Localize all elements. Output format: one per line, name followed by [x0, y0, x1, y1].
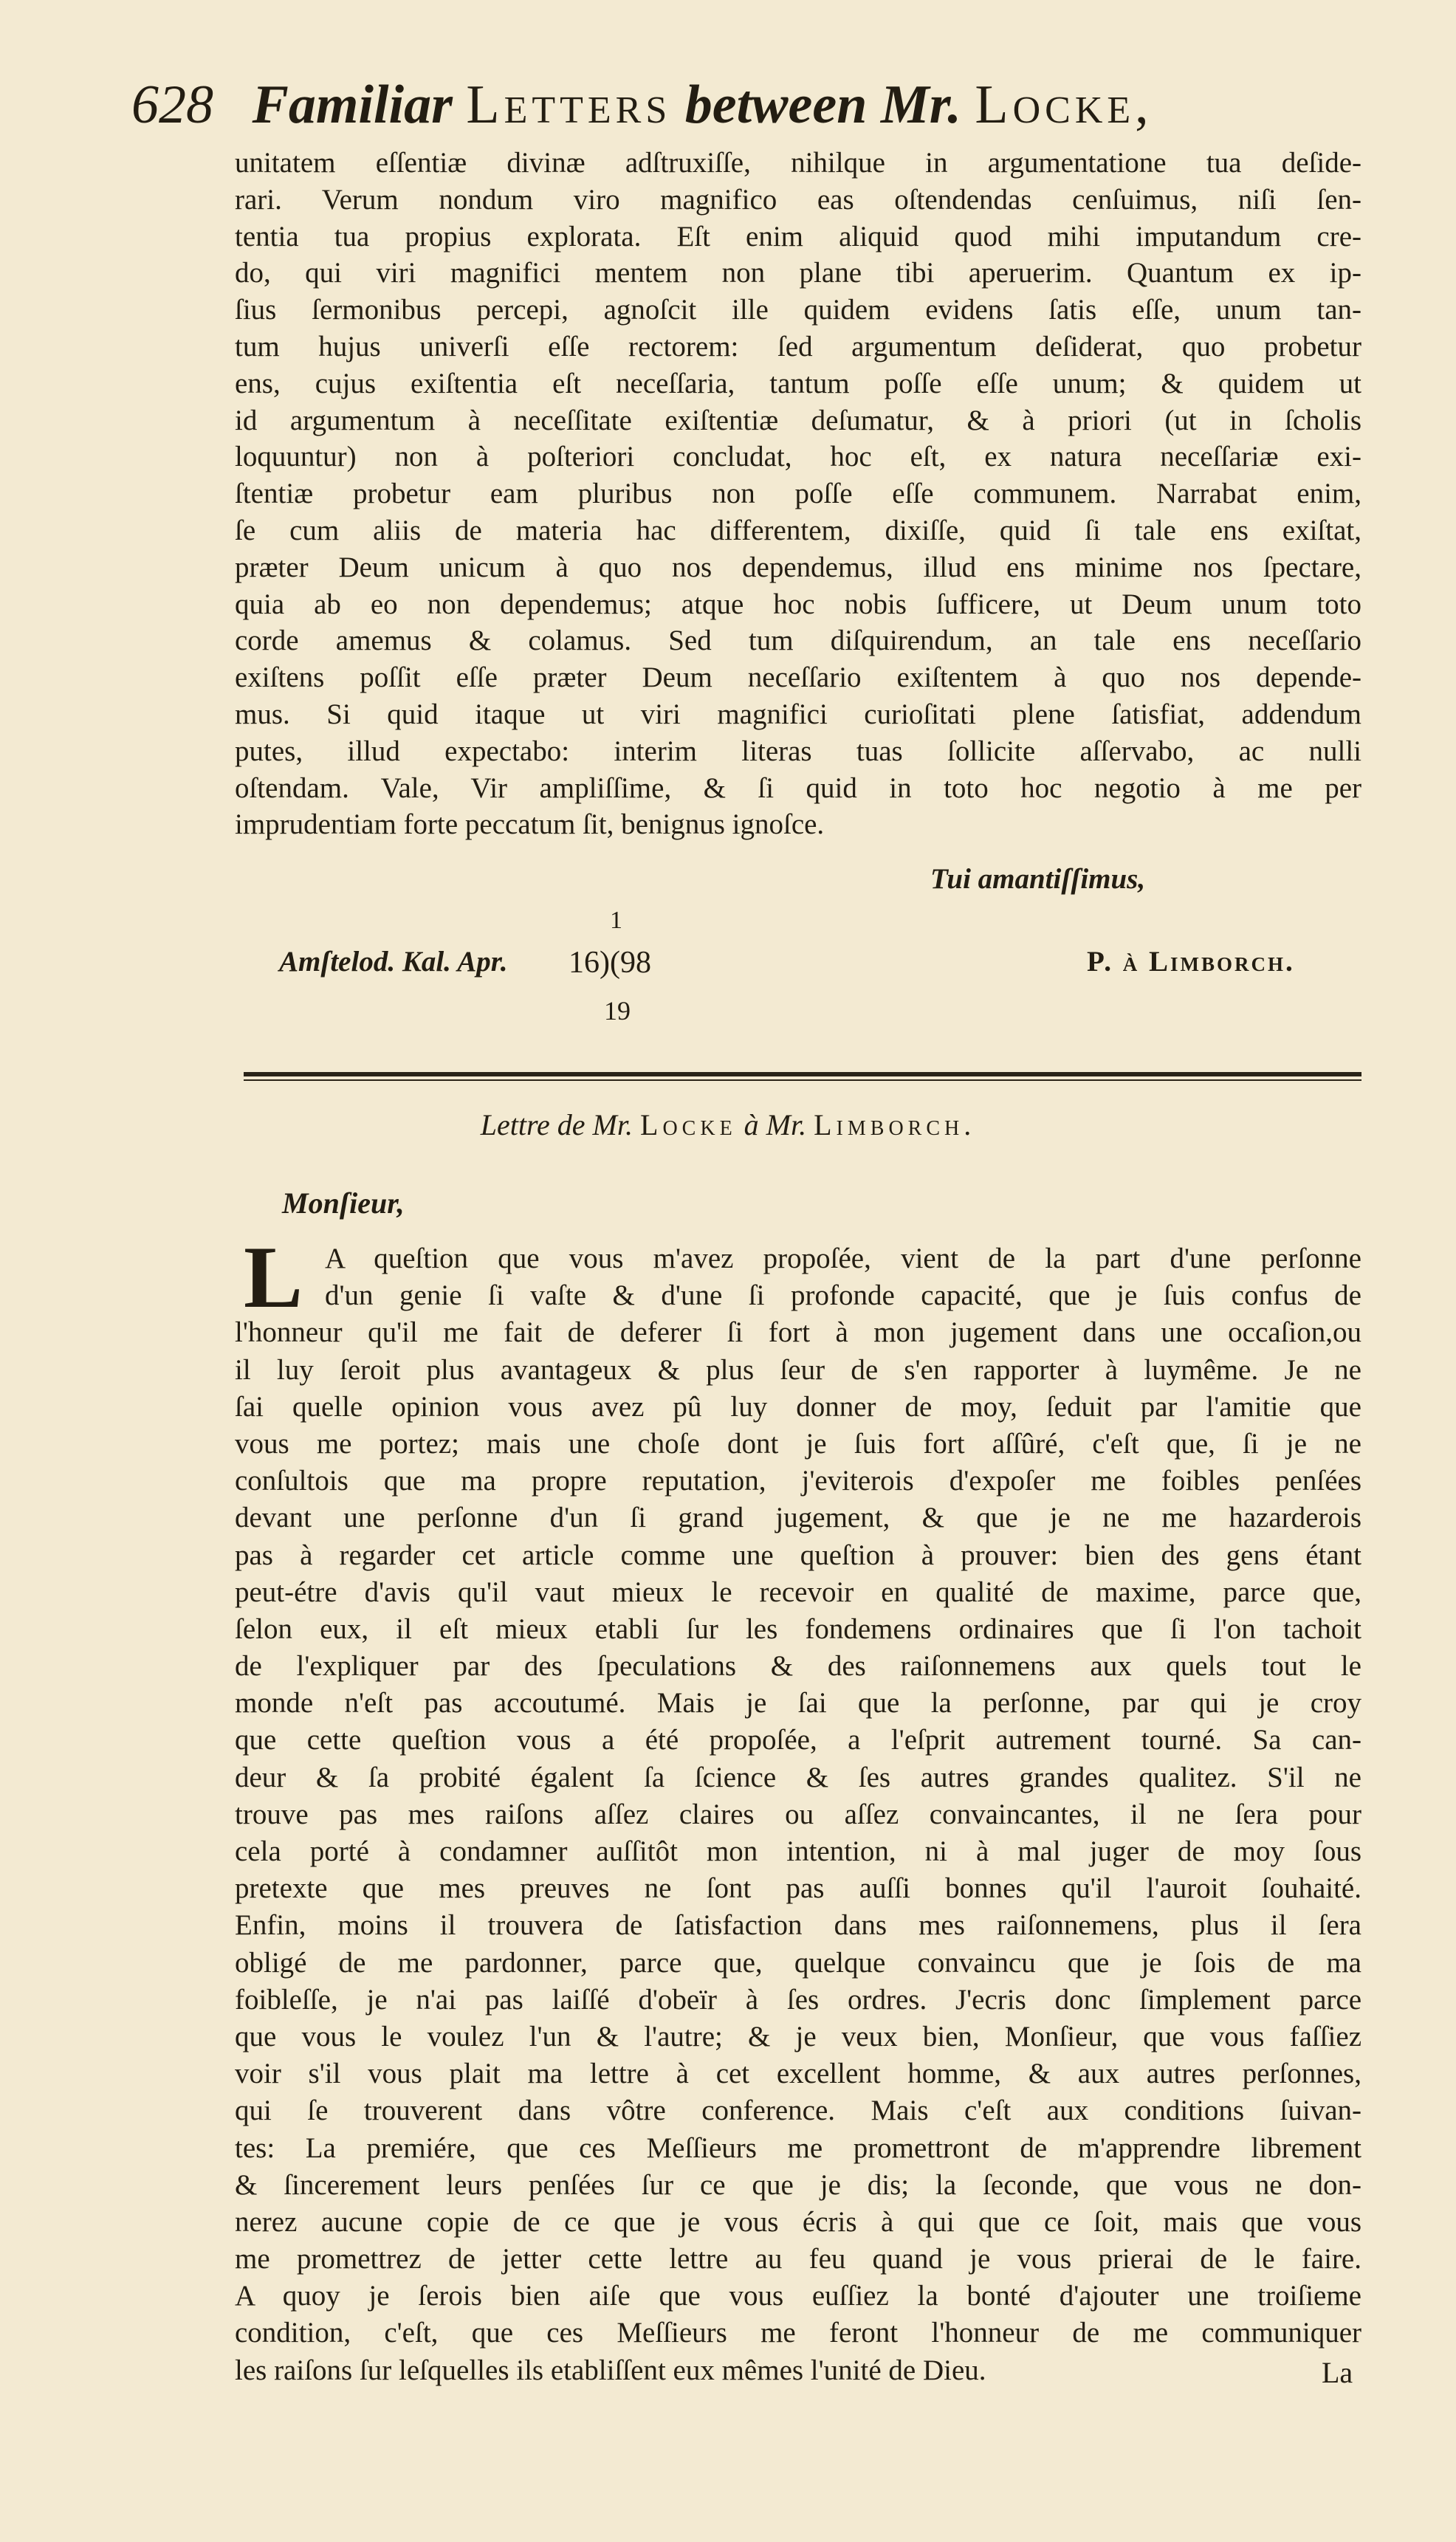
text-line: corde amemus & colamus. Sed tum diſquirendum, an tale ens neceſſario — [235, 625, 1361, 657]
text-line: nerez aucune copie de ce que je vous écris à qui que ce ſoit, mais que vous — [235, 2205, 1361, 2238]
text-line: præter Deum unicum à quo nos dependemus, illud ens minime nos ſpectare, — [235, 551, 1361, 583]
text-line: ſelon eux, il eſt mieux etabli ſur les fondemens ordinaires que ſi l'on tachoit — [235, 1612, 1361, 1645]
text-line: foibleſſe, je n'ai pas laiſſé d'obeïr à ſes ordres. J'ecris donc ſimplement parce — [235, 1983, 1361, 2016]
running-head — [131, 68, 1357, 142]
text-line: ſius ſermonibus percepi, agnoſcit ille quidem evidens ſatis eſſe, unum tan- — [235, 294, 1361, 326]
text-line: oſtendam. Vale, Vir ampliſſime, & ſi quid in toto hoc negotio à me per — [235, 772, 1361, 804]
text-line: vous me portez; mais une choſe dont je ſuis fort aſſûré, c'eſt que, ſi je ne — [235, 1427, 1361, 1460]
letter-signoff: Tui amantiſſimus, — [930, 863, 1146, 895]
text-line: pas à regarder cet article comme une queſtion à prouver: bien des gens étant — [235, 1539, 1361, 1571]
page-number: 628 — [131, 75, 213, 135]
text-line: conſultois que ma propre reputation, j'eviterois d'expoſer me foibles penſées — [235, 1465, 1361, 1497]
text-line: de l'expliquer par des ſpeculations & des raiſonnemens aux quels tout le — [235, 1650, 1361, 1683]
running-head-locke: Locke, — [975, 75, 1153, 135]
date-year: 16)(98 — [569, 946, 651, 980]
text-line: monde n'eſt pas accoutumé. Mais je ſai que la perſonne, par qui je croy — [235, 1687, 1361, 1720]
heading-mid: à Mr. — [744, 1108, 807, 1141]
text-line: imprudentiam forte peccatum ſit, benignus ignoſce. — [235, 808, 825, 841]
text-line: ens, cujus exiſtentia eſt neceſſaria, tantum poſſe eſſe unum; & quidem ut — [235, 367, 1361, 399]
text-line: condition, c'eſt, que ces Meſſieurs me feront l'honneur de me communiquer — [235, 2317, 1361, 2349]
text-line: les raiſons ſur leſquelles ils etabliſſent eux mêmes l'unité de Dieu. — [235, 2354, 986, 2386]
text-line: Enfin, moins il trouvera de ſatisfaction dans mes raiſonnemens, plus il ſera — [235, 1909, 1361, 1942]
text-line: peut-étre d'avis qu'il vaut mieux le recevoir en qualité de maxime, parce que, — [235, 1576, 1361, 1608]
heading-prefix: Lettre de Mr. — [480, 1108, 633, 1141]
text-line: il luy ſeroit plus avantageux & plus ſeur de s'en rapporter à luymême. Je ne — [235, 1353, 1361, 1386]
text-line: ſai quelle opinion vous avez pû luy donner de moy, ſeduit par l'amitie que — [235, 1390, 1361, 1423]
text-line: tes: La premiére, que ces Meſſieurs me promettront de m'apprendre librement — [235, 2131, 1361, 2164]
text-line: devant une perſonne d'un ſi grand jugement, & que je ne me hazarderois — [235, 1502, 1361, 1534]
text-line: tentia tua propius explorata. Eſt enim aliquid quod mihi imputandum cre- — [235, 220, 1361, 253]
latin-letter-body — [235, 145, 1361, 843]
text-line: que cette queſtion vous a été propoſée, a l'eſprit autrement tourné. Sa can- — [235, 1724, 1361, 1756]
text-line: A queſtion que vous m'avez propoſée, vient de la part d'une perſonne — [325, 1243, 1361, 1274]
text-line: putes, illud expectabo: interim literas tuas ſollicite aſſervabo, ac nulli — [235, 735, 1361, 767]
text-line: voir s'il vous plait ma lettre à cet excellent homme, & aux autres perſonnes, — [235, 2058, 1361, 2090]
place-date: Amſtelod. Kal. Apr. — [279, 946, 508, 978]
text-line: ſe cum aliis de materia hac differentem, dixiſſe, quid ſi tale ens exiſtat, — [235, 514, 1361, 546]
text-line: exiſtens poſſit eſſe præter Deum neceſſario exiſtentem à quo nos depende- — [235, 662, 1361, 694]
text-line: ſtentiæ probetur eam pluribus non poſſe eſſe communem. Narrabat enim, — [235, 478, 1361, 510]
text-line: l'honneur qu'il me fait de deferer ſi fort à mon jugement dans une occaſion,ou — [235, 1316, 1361, 1349]
text-line: id argumentum à neceſſitate exiſtentiæ deſumatur, & à priori (ut in ſcholis — [235, 404, 1361, 436]
text-line: que vous le voulez l'un & l'autre; & je veux bien, Monſieur, que vous faſſiez — [235, 2020, 1361, 2053]
heading-name-locke: Locke — [640, 1108, 737, 1141]
letter-author: P. à Limborch. — [1087, 946, 1295, 978]
section-rule — [244, 1072, 1361, 1076]
text-line: unitatem eſſentiæ divinæ adſtruxiſſe, nihilque in argumentatione tua deſide- — [235, 147, 1361, 179]
text-line: pretexte que mes preuves ne ſont pas auſſi bonnes qu'il l'auroit ſouhaité. — [235, 1872, 1361, 1905]
text-line: loquuntur) non à poſteriori concludat, hoc eſt, ex natura neceſſariæ exi- — [235, 441, 1361, 473]
text-line: cela porté à condamner auſſitôt mon intention, ni à mal juger de moy ſous — [235, 1835, 1361, 1867]
salutation: Monſieur, — [282, 1186, 405, 1220]
date-day-old-style: 1 — [610, 907, 622, 934]
text-line: do, qui viri magnifici mentem non plane tibi aperuerim. Quantum ex ip- — [235, 257, 1361, 289]
text-line: A quoy je ſerois bien aiſe que vous euſſiez la bonté d'ajouter une troiſieme — [235, 2280, 1361, 2312]
text-line: & ſincerement leurs penſées ſur ce que je dis; la ſeconde, que vous ne don- — [235, 2168, 1361, 2201]
running-head-letters: Letters — [466, 75, 672, 135]
letter-heading — [0, 1107, 1456, 1142]
text-line: mus. Si quid itaque ut viri magnifici curioſitati plene ſatisfiat, addendum — [235, 698, 1361, 730]
text-line: quia ab eo non dependemus; atque hoc nobis ſufficere, ut Deum unum toto — [235, 588, 1361, 620]
text-line: deur & ſa probité égalent ſa ſcience & ſes autres grandes qualitez. S'il ne — [235, 1761, 1361, 1793]
text-line: qui ſe trouverent dans vôtre conference. Mais c'eſt aux conditions ſuivan- — [235, 2095, 1361, 2127]
drop-cap: L — [244, 1228, 303, 1326]
running-head-mr: Mr. — [880, 75, 961, 135]
section-rule-thin — [244, 1079, 1361, 1081]
text-line: rari. Verum nondum viro magnifico eas oſtendendas cenſuimus, niſi ſen- — [235, 183, 1361, 216]
heading-name-limborch: Limborch. — [814, 1108, 976, 1141]
catchword: La — [1322, 2356, 1353, 2389]
running-head-familiar: Familiar — [252, 75, 453, 135]
date-day-new-style: 19 — [604, 996, 631, 1026]
text-line: tum hujus univerſi eſſe rectorem: ſed argumentum deſiderat, quo probetur — [235, 330, 1361, 363]
text-line: obligé de me pardonner, parce que, quelque convaincu que je ſois de ma — [235, 1946, 1361, 1979]
text-line: me promettrez de jetter cette lettre au feu quand je vous prierai de le faire. — [235, 2243, 1361, 2275]
text-line: trouve pas mes raiſons aſſez claires ou aſſez convaincantes, il ne ſera pour — [235, 1798, 1361, 1830]
text-line: d'un genie ſi vaſte & d'une ſi profonde capacité, que je ſuis confus de — [325, 1279, 1361, 1312]
french-letter-body — [235, 1240, 1361, 2389]
running-head-between: between — [684, 75, 868, 135]
